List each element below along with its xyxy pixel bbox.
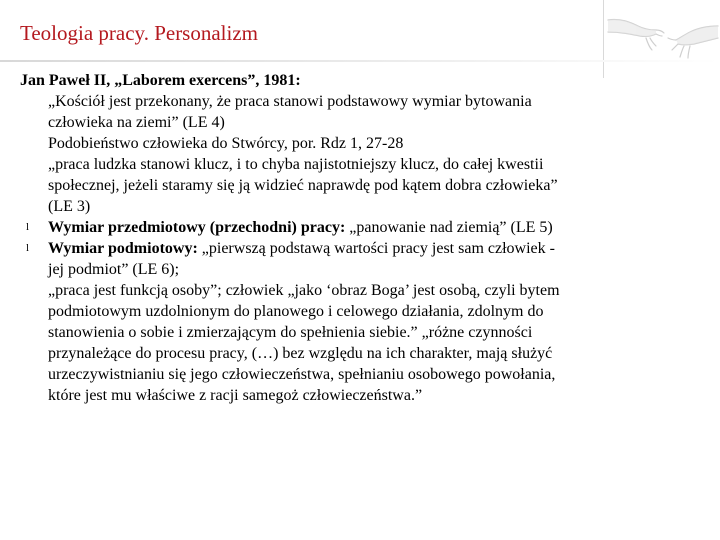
bullet-marker: l [26,221,30,233]
vertical-divider [603,0,604,78]
similarity-text: Podobieństwo człowieka do Stwórcy, por. Rdz 1, 27-28 [48,135,404,152]
bullet-objective-label: Wymiar przedmiotowy (przechodni) pracy: [48,219,346,236]
heading-text: Jan Paweł II, „Laborem exercens”, 1981: [20,72,301,89]
bullet-subjective [20,238,700,280]
quote-person-line2: podmiotowym uzdolnionym do planowego i celowego działania, zdolnym do [48,303,544,320]
slide-body [20,70,700,406]
quote-le3 [20,154,700,217]
quote-le3-line3: (LE 3) [48,198,91,215]
bullet-subjective-text-line1: „pierwszą podstawą wartości pracy jest sam człowiek - [197,240,555,257]
quote-le4-line2: człowieka na ziemi” (LE 4) [48,114,225,131]
quote-person-line1: „praca jest funkcją osoby”; człowiek „jako ‘obraz Boga’ jest osobą, czyli bytem [48,282,560,299]
quote-le4 [20,91,700,133]
quote-person-line4: przynależące do procesu pracy, (…) bez względu na ich charakter, mają służyć [48,345,553,362]
bullet-marker: l [26,242,30,254]
heading [20,70,700,91]
quote-person-line5: urzeczywistnianiu się jego człowieczeństwa, spełnianiu osobowego powołania, [48,366,556,383]
slide-title: Teologia pracy. Personalizm [20,21,259,45]
quote-person-line6: które jest mu właściwe z racji samegoż człowieczeństwa.” [48,387,423,404]
quote-person [20,280,700,406]
bullet-subjective-text-line2: jej podmiot” (LE 6); [48,261,180,278]
similarity-line [20,133,700,154]
quote-le3-line2: społecznej, jeżeli staramy się ją widzieć naprawdę pod kątem dobra człowieka” [48,177,558,194]
quote-le4-line1: „Kościół jest przekonany, że praca stanowi podstawowy wymiar bytowania [48,93,532,110]
creation-of-adam-hands-image [606,2,720,62]
quote-le3-line1: „praca ludzka stanowi klucz, i to chyba najistotniejszy klucz, do całej kwestii [48,156,544,173]
bullet-objective-text: „panowanie nad ziemią” (LE 5) [345,219,553,236]
bullet-subjective-label: Wymiar podmiotowy: [48,240,198,257]
quote-person-line3: stanowienia o sobie i zmierzającym do spełnienia siebie.” „różne czynności [48,324,533,341]
bullet-objective [20,217,700,238]
